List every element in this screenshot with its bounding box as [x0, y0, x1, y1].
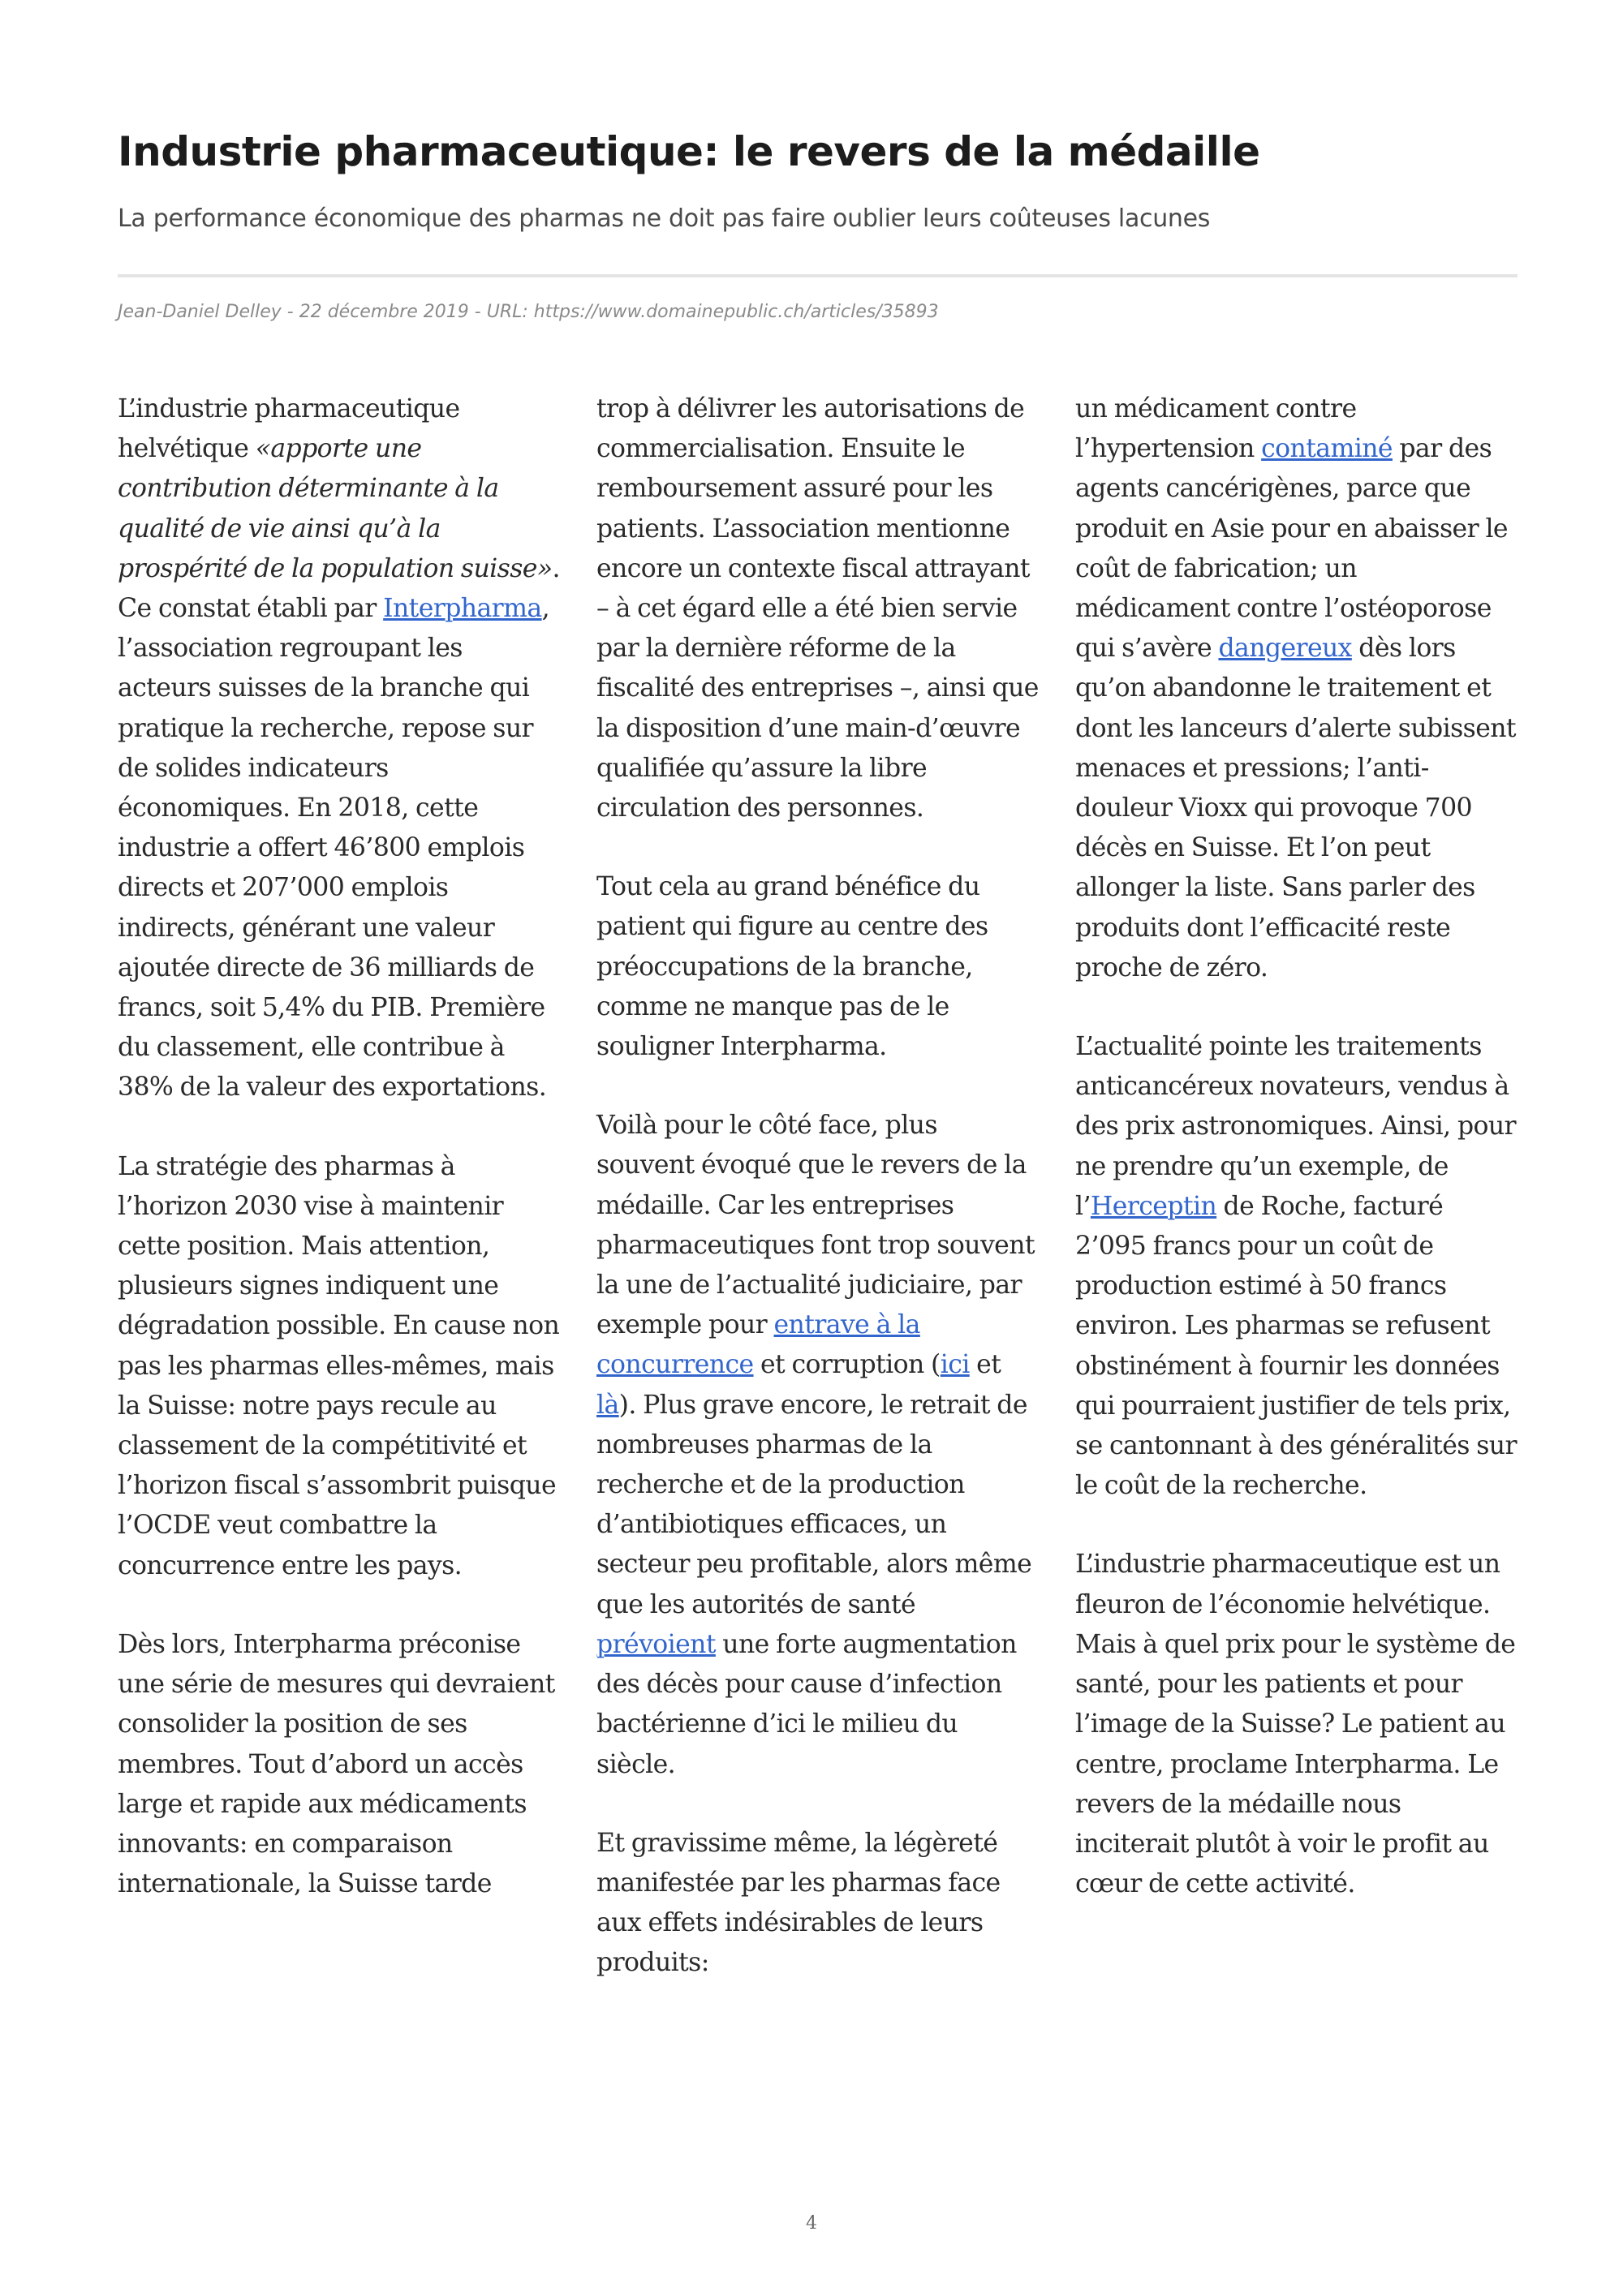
paragraph: [1075, 1027, 1518, 1506]
link-dangereux[interactable]: dangereux: [1218, 634, 1352, 664]
link-ici[interactable]: ici: [940, 1350, 970, 1380]
link-contamine[interactable]: contaminé: [1261, 434, 1393, 464]
text-run: de Roche, facturé 2’095 francs pour un coût de production estimé à 50 francs environ. Les pharmas se refusent obstinément à fournir les données qui pourraient justifier de tels prix, se cantonnant à des généralités sur le coût de la recherche.: [1075, 1191, 1517, 1501]
article-body: [118, 389, 1518, 1984]
text-run: L’actualité pointe les traitements anticancéreux novateurs, vendus à des prix astronomiques. Ainsi, pour ne prendre qu’un exemple, de l’: [1075, 1032, 1517, 1221]
paragraph: [118, 389, 560, 1108]
page-number: 4: [806, 2213, 817, 2234]
byline-author: Jean-Daniel Delley: [118, 302, 282, 322]
byline-separator: -: [281, 302, 299, 322]
text-run: Voilà pour le côté face, plus souvent évoqué que le revers de la médaille. Car les entreprises pharmaceutiques font trop souvent la une de l’actualité judiciaire, par exemple pour: [596, 1111, 1035, 1340]
byline-date: 22 décembre 2019: [299, 302, 469, 322]
paragraph: La stratégie des pharmas à l’horizon 2030 vise à maintenir cette position. Mais attention, plusieurs signes indiquent une dégradation possible. En cause non pas les pharmas elles-mêmes, mais la Suisse: notre pays recule au classement de la compétitivité et l’horizon fiscal s’assombrit puisque l’OCDE veut combattre la concurrence entre les pays.: [118, 1151, 560, 1580]
text-run: et corruption (: [753, 1350, 941, 1380]
column-1: [118, 389, 560, 1984]
byline-separator: [528, 302, 534, 322]
article-title: Industrie pharmaceutique: le revers de la médaille: [118, 128, 1260, 175]
text-run: L’industrie pharmaceutique helvétique: [118, 394, 460, 464]
paragraph: L’industrie pharmaceutique est un fleuron de l’économie helvétique. Mais à quel prix pour le système de santé, pour les patients et pour l’image de la Suisse? Le patient au centre, proclame Interpharma. Le revers de la médaille nous inciterait plutôt à voir le profit au cœur de cette activité.: [1075, 1550, 1516, 1899]
text-run: par des agents cancérigènes, parce que produit en Asie pour en abaisser le coût de fabrication; un médicament contre l’ostéoporose qui s’avère: [1075, 434, 1508, 664]
paragraph: Et gravissime même, la légèreté manifestée par les pharmas face aux effets indésirables de leurs produits:: [596, 1828, 1001, 1978]
article-byline: [118, 302, 939, 322]
link-la[interactable]: là: [596, 1390, 619, 1420]
text-run: une forte augmentation des décès pour cause d’infection bactérienne d’ici le milieu du siècle.: [596, 1629, 1017, 1779]
link-prevoient[interactable]: prévoient: [596, 1629, 716, 1659]
text-run: dès lors qu’on abandonne le traitement et dont les lanceurs d’alerte subissent menaces et pressions; l’anti-douleur Vioxx qui provoque 700 décès en Suisse. Et l’on peut allonger la liste. Sans parler des produits dont l’efficacité reste proche de zéro.: [1075, 634, 1516, 982]
column-2: [596, 389, 1039, 1984]
text-run: , l’association regroupant les acteurs suisses de la branche qui pratique la recherche, repose sur de solides indicateurs économiques. En 2018, cette industrie a offert 46’800 emplois directs et 207’000 emplois indirects, générant une valeur ajoutée directe de 36 milliards de francs, soit 5,4% du PIB. Première du classement, elle contribue à 38% de la valeur des exportations.: [118, 594, 550, 1103]
column-3: [1075, 389, 1518, 1984]
byline-url-label: URL:: [486, 302, 528, 322]
article-subtitle: La performance économique des pharmas ne doit pas faire oublier leurs coûteuses lacunes: [118, 204, 1211, 233]
header-divider: [118, 274, 1518, 277]
text-run: et: [969, 1350, 1001, 1380]
paragraph: [1075, 389, 1518, 988]
paragraph: Tout cela au grand bénéfice du patient qui figure au centre des préoccupations de la branche, comme ne manque pas de le souligner Interpharma.: [596, 872, 988, 1062]
paragraph: trop à délivrer les autorisations de commercialisation. Ensuite le remboursement assuré pour les patients. L’association mentionne encore un contexte fiscal attrayant – à cet égard elle a été bien servie par la dernière réforme de la fiscalité des entreprises –, ainsi que la disposition d’une main-d’œuvre qualifiée qu’assure la libre circulation des personnes.: [596, 394, 1039, 823]
paragraph: [596, 1106, 1039, 1784]
link-entrave-concurrence[interactable]: entrave à la concurrence: [596, 1310, 920, 1380]
link-interpharma[interactable]: Interpharma: [383, 594, 542, 624]
quote: «apporte une contribution déterminante à la qualité de vie ainsi qu’à la prospérité de la population suisse»: [118, 434, 553, 583]
text-run: un médicament contre l’hypertension: [1075, 394, 1357, 464]
link-herceptin[interactable]: Herceptin: [1090, 1191, 1217, 1221]
byline-url: https://www.domainepublic.ch/articles/35893: [533, 302, 939, 322]
byline-separator: -: [468, 302, 487, 322]
text-run: ). Plus grave encore, le retrait de nombreuses pharmas de la recherche et de la production d’antibiotiques efficaces, un secteur peu profitable, alors même que les autorités de santé: [596, 1390, 1032, 1619]
text-run: . Ce constat établi par: [118, 553, 560, 624]
paragraph: Dès lors, Interpharma préconise une série de mesures qui devraient consolider la position de ses membres. Tout d’abord un accès large et rapide aux médicaments innovants: en comparaison internationale, la Suisse tarde: [118, 1629, 555, 1899]
